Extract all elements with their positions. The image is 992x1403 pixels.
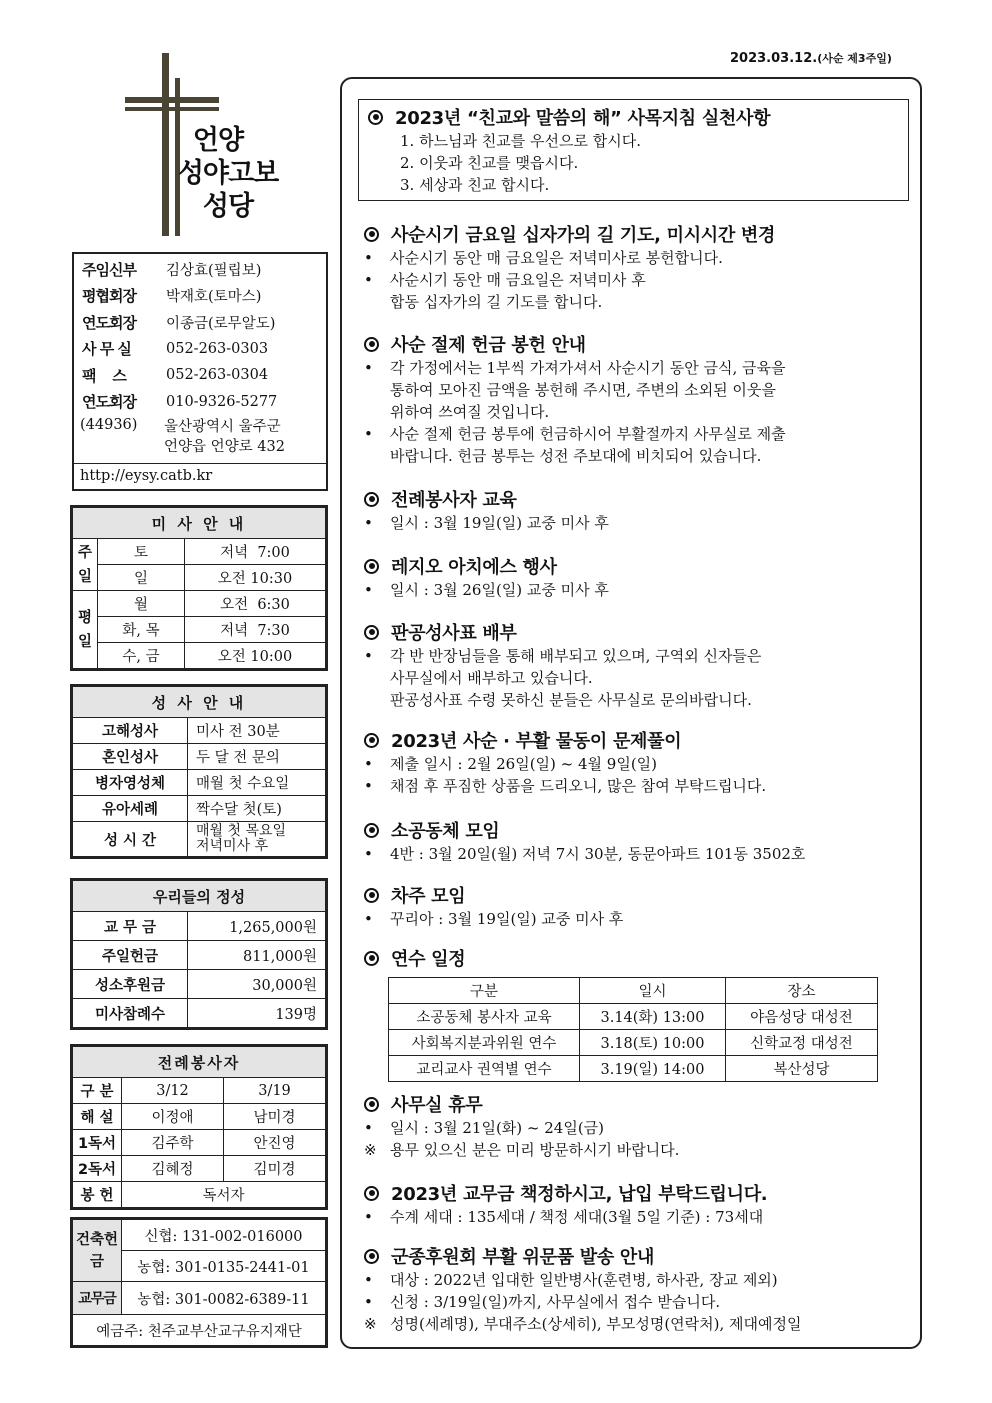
section-title: 2023년 교무금 책정하시고, 납입 부탁드립니다. <box>391 1184 768 1205</box>
section-line: 일시 : 3월 21일(화) ~ 24일(금) <box>390 1119 605 1137</box>
dot-icon: • <box>364 1271 373 1289</box>
servers-role: 2독서 <box>73 1156 122 1182</box>
servers-name: 독서자 <box>122 1182 326 1208</box>
dot-icon: • <box>364 581 373 599</box>
servers-name: 남미경 <box>224 1104 326 1130</box>
bank-table <box>72 1219 326 1346</box>
guideline-item: 2. 이웃과 친교를 맺읍시다. <box>400 154 579 172</box>
logo-line1: 언양 <box>192 125 244 156</box>
zip-code: (44936) <box>80 417 138 433</box>
logo-line2: 성야고보 <box>177 158 279 189</box>
table-row <box>389 1056 878 1082</box>
section-line: 채점 후 푸짐한 상품을 드리오니, 많은 참여 부탁드립니다. <box>390 777 767 795</box>
staff-row <box>74 336 326 363</box>
sacrament-value: 매월 첫 목요일 <box>196 823 287 839</box>
sunday-label: 주일 <box>73 539 98 591</box>
section-header <box>364 945 465 971</box>
bullet-icon <box>364 733 379 748</box>
bullet-icon <box>368 110 383 125</box>
servers-name: 김혜정 <box>122 1156 224 1182</box>
cross-logo-horizontal-2 <box>125 107 219 111</box>
training-table-wrap <box>388 977 878 1082</box>
table-header: 장소 <box>726 978 878 1004</box>
sacrament-label: 성 시 간 <box>73 822 188 857</box>
section-header <box>364 817 805 843</box>
staff-label: 연도회장 <box>82 313 136 332</box>
table-header: 일시 <box>580 978 726 1004</box>
section-line: 통하여 모아진 금액을 봉헌해 주시면, 주변의 소외된 이웃을 <box>390 381 776 399</box>
section-small-community <box>364 817 805 865</box>
bullet-icon <box>364 559 379 574</box>
servers-role: 봉 헌 <box>73 1182 122 1208</box>
reference-mark-icon: ※ <box>364 1315 377 1333</box>
mass-day: 일 <box>98 565 185 591</box>
training-table <box>388 977 878 1082</box>
bank-box <box>70 1217 328 1348</box>
staff-value: 김상효(필립보) <box>166 262 262 279</box>
servers-date: 3/12 <box>122 1078 224 1104</box>
staff-row <box>74 389 326 416</box>
section-line: 일시 : 3월 19일(일) 교중 미사 후 <box>390 514 609 532</box>
table-cell: 신학교정 대성전 <box>726 1030 878 1056</box>
bullet-icon <box>364 1097 379 1112</box>
address-line2: 언양읍 언양로 432 <box>164 439 285 455</box>
dot-icon: • <box>364 647 373 665</box>
section-title: 판공성사표 배부 <box>391 623 517 644</box>
account-holder: 예금주: 천주교부산교구유지재단 <box>73 1315 326 1346</box>
section-line: 성명(세례명), 부대주소(상세히), 부모성명(연락처), 제대예정일 <box>390 1315 802 1333</box>
staff-value: 052-263-0303 <box>166 340 269 357</box>
section-line: 각 반 반장님들을 통해 배부되고 있으며, 구역외 신자들은 <box>390 647 762 665</box>
mass-time: 오전 10:00 <box>185 643 326 669</box>
staff-label: 사 무 실 <box>82 340 131 359</box>
staff-label: 주임신부 <box>82 260 136 279</box>
bullet-icon <box>364 337 379 352</box>
sacrament-value: 미사 전 30분 <box>188 718 326 744</box>
offering-label: 성소후원금 <box>73 970 188 999</box>
staff-row <box>74 256 326 283</box>
staff-value: 052-263-0304 <box>166 367 269 384</box>
dot-icon: • <box>364 425 373 443</box>
table-row <box>389 1030 878 1056</box>
table-cell: 야음성당 대성전 <box>726 1004 878 1030</box>
mass-title: 미 사 안 내 <box>73 508 326 539</box>
offering-label: 교 무 금 <box>73 912 188 941</box>
section-line: 합동 십자가의 길 기도를 합니다. <box>390 293 603 311</box>
table-cell: 복산성당 <box>726 1056 878 1082</box>
section-military-support <box>364 1243 801 1335</box>
section-line: 바랍니다. 헌금 봉투는 성전 주보대에 비치되어 있습니다. <box>390 447 762 465</box>
guideline-item: 1. 하느님과 친교를 우선으로 합시다. <box>400 132 642 150</box>
dot-icon: • <box>364 910 373 928</box>
section-liturgy-training <box>364 486 609 534</box>
offering-value: 811,000원 <box>188 941 326 970</box>
table-cell: 3.18(토) 10:00 <box>580 1030 726 1056</box>
section-header <box>364 331 786 357</box>
section-header <box>364 221 775 247</box>
table-row <box>389 1004 878 1030</box>
section-title: 군종후원회 부활 위문품 발송 안내 <box>391 1247 655 1268</box>
dot-icon: • <box>364 1208 373 1226</box>
address <box>74 417 326 457</box>
bullet-icon <box>364 951 379 966</box>
section-header <box>364 1180 767 1206</box>
dot-icon: • <box>364 845 373 863</box>
section-title: 소공동체 모임 <box>391 821 500 842</box>
mass-time: 저녁 7:00 <box>185 539 326 565</box>
section-line: 제출 일시 : 2월 26일(일) ~ 4월 9일(일) <box>390 755 658 773</box>
staff-row <box>74 283 326 310</box>
sacrament-value: 매월 첫 수요일 <box>188 770 326 796</box>
offering-label: 미사참례수 <box>73 999 188 1028</box>
dot-icon: • <box>364 359 373 377</box>
mass-schedule-box <box>70 505 328 671</box>
section-header <box>364 486 609 512</box>
mass-day: 수, 금 <box>98 643 185 669</box>
bullet-icon <box>364 625 379 640</box>
section-line: 사순 절제 헌금 봉투에 헌금하시어 부활절까지 사무실로 제출 <box>390 425 786 443</box>
logo-line3: 성당 <box>202 191 254 222</box>
staff-label: 연도회장 <box>82 393 136 412</box>
table-cell: 사회복지분과위원 연수 <box>389 1030 580 1056</box>
section-title: 레지오 아치에스 행사 <box>391 557 557 578</box>
section-stations-of-cross <box>364 221 775 313</box>
bank-account: 농협: 301-0135-2441-01 <box>122 1251 326 1282</box>
section-office-closed <box>364 1091 679 1161</box>
bank-account: 농협: 301-0082-6389-11 <box>122 1282 326 1315</box>
sacrament-table <box>72 686 326 857</box>
section-next-week <box>364 882 623 930</box>
servers-role: 해 설 <box>73 1104 122 1130</box>
table-cell: 교리교사 권역별 연수 <box>389 1056 580 1082</box>
staff-label: 팩 스 <box>82 366 126 385</box>
sacrament-label: 고해성사 <box>73 718 188 744</box>
dues-label: 교무금 <box>73 1282 122 1315</box>
dot-icon: • <box>364 777 373 795</box>
bullet-icon <box>364 1186 379 1201</box>
section-line: 꾸리아 : 3월 19일(일) 교중 미사 후 <box>390 910 624 928</box>
section-header <box>364 882 623 908</box>
sacrament-label: 병자영성체 <box>73 770 188 796</box>
table-cell: 3.14(화) 13:00 <box>580 1004 726 1030</box>
sacrament-value: 저녁미사 후 <box>196 838 269 854</box>
dot-icon: • <box>364 249 373 267</box>
servers-table <box>72 1046 326 1208</box>
table-header: 구분 <box>389 978 580 1004</box>
staff-value: 010-9326-5277 <box>166 393 278 410</box>
section-header <box>364 553 609 579</box>
date-text: 2023.03.12. <box>730 51 818 66</box>
sacrament-label: 유아세례 <box>73 796 188 822</box>
offering-title: 우리들의 정성 <box>73 881 326 912</box>
mass-day: 월 <box>98 591 185 617</box>
dot-icon: • <box>364 1119 373 1137</box>
staff-row <box>74 309 326 336</box>
table-cell: 3.19(일) 14:00 <box>580 1056 726 1082</box>
sacrament-box <box>70 684 328 859</box>
staff-value: 이종금(로무알도) <box>166 315 276 332</box>
season-text: (사순 제3주일) <box>817 52 892 65</box>
sacrament-title: 성 사 안 내 <box>73 687 326 718</box>
section-line: 사순시기 동안 매 금요일은 저녁미사로 봉헌합니다. <box>390 249 723 267</box>
section-line: 4반 : 3월 20일(월) 저녁 7시 30분, 동문아파트 101동 3502호 <box>390 845 806 863</box>
bullet-icon <box>364 492 379 507</box>
section-training-schedule <box>364 945 465 971</box>
servers-name: 김미경 <box>224 1156 326 1182</box>
section-title: 2023년 “친교와 말씀의 해” 사목지침 실천사항 <box>395 108 771 129</box>
dot-icon: • <box>364 514 373 532</box>
staff-value: 박재호(토마스) <box>166 289 262 306</box>
guideline-title <box>368 104 770 130</box>
bulletin-date <box>730 50 892 66</box>
cross-logo-vertical <box>162 53 169 236</box>
mass-time: 저녁 7:30 <box>185 617 326 643</box>
section-title: 사순 절제 헌금 봉헌 안내 <box>391 335 586 356</box>
section-title: 2023년 사순 · 부활 물동이 문제풀이 <box>391 731 682 752</box>
staff-label: 평협회장 <box>82 287 136 306</box>
section-line: 각 가정에서는 1부씩 가져가셔서 사순시기 동안 금식, 금육을 <box>390 359 786 377</box>
cross-logo-horizontal <box>125 97 219 103</box>
mass-day: 화, 목 <box>98 617 185 643</box>
section-line: 사순시기 동안 매 금요일은 저녁미사 후 <box>390 271 646 289</box>
section-title: 연수 일정 <box>391 949 466 970</box>
address-line1: 울산광역시 울주군 <box>164 419 281 435</box>
website-url[interactable]: http://eysy.catb.kr <box>74 463 326 488</box>
section-line: 위하여 쓰여질 것입니다. <box>390 403 550 421</box>
guideline-item: 3. 세상과 친교 합시다. <box>400 176 550 194</box>
section-line: 일시 : 3월 26일(일) 교중 미사 후 <box>390 581 609 599</box>
section-line: 사무실에서 배부하고 있습니다. <box>390 669 593 687</box>
section-confession-card <box>364 619 761 711</box>
sacrament-value: 두 달 전 문의 <box>188 744 326 770</box>
mass-time: 오전 10:30 <box>185 565 326 591</box>
bank-account: 신협: 131-002-016000 <box>122 1220 326 1251</box>
section-line: 신청 : 3/19일(일)까지, 사무실에서 접수 받습니다. <box>390 1293 721 1311</box>
dot-icon: • <box>364 271 373 289</box>
section-lent-offering <box>364 331 786 467</box>
servers-name: 안진영 <box>224 1130 326 1156</box>
offering-box <box>70 878 328 1030</box>
bullet-icon <box>364 1249 379 1264</box>
section-dues <box>364 1180 767 1228</box>
staff-info-box <box>72 252 328 491</box>
offering-table <box>72 880 326 1028</box>
section-header <box>364 1243 801 1269</box>
section-header <box>364 727 766 753</box>
section-title: 전례봉사자 교육 <box>391 490 517 511</box>
mass-day: 토 <box>98 539 185 565</box>
offering-value: 139명 <box>188 999 326 1028</box>
sacrament-label: 혼인성사 <box>73 744 188 770</box>
bullet-icon <box>364 823 379 838</box>
guideline-section <box>368 104 770 196</box>
bullet-icon <box>364 227 379 242</box>
section-title: 차주 모임 <box>391 886 466 907</box>
servers-title: 전례봉사자 <box>73 1047 326 1078</box>
servers-head-label: 구 분 <box>73 1078 122 1104</box>
servers-box <box>70 1044 328 1210</box>
dot-icon: • <box>364 755 373 773</box>
section-line: 용무 있으신 분은 미리 방문하시기 바랍니다. <box>390 1141 680 1159</box>
reference-mark-icon: ※ <box>364 1141 377 1159</box>
section-legio <box>364 553 609 601</box>
dot-icon: • <box>364 1293 373 1311</box>
table-cell: 소공동체 봉사자 교육 <box>389 1004 580 1030</box>
servers-role: 1독서 <box>73 1130 122 1156</box>
mass-table <box>72 507 326 669</box>
section-line: 수계 세대 : 135세대 / 책정 세대(3월 5일 기준) : 73세대 <box>390 1208 764 1226</box>
staff-row <box>74 362 326 389</box>
section-header <box>364 1091 679 1117</box>
servers-name: 김주학 <box>122 1130 224 1156</box>
sacrament-value: 짝수달 첫(토) <box>188 796 326 822</box>
section-line: 대상 : 2022년 입대한 일반병사(훈련병, 하사관, 장교 제외) <box>390 1271 778 1289</box>
section-title: 사순시기 금요일 십자가의 길 기도, 미시시간 변경 <box>391 225 776 246</box>
section-line: 판공성사표 수령 못하신 분들은 사무실로 문의바랍니다. <box>390 691 752 709</box>
section-quiz <box>364 727 766 797</box>
offering-value: 1,265,000원 <box>188 912 326 941</box>
bullet-icon <box>364 888 379 903</box>
servers-name: 이정애 <box>122 1104 224 1130</box>
section-title: 사무실 휴무 <box>391 1095 483 1116</box>
section-header <box>364 619 761 645</box>
weekday-label: 평일 <box>73 591 98 669</box>
mass-time: 오전 6:30 <box>185 591 326 617</box>
offering-label: 주일헌금 <box>73 941 188 970</box>
offering-value: 30,000원 <box>188 970 326 999</box>
servers-date: 3/19 <box>224 1078 326 1104</box>
building-fund-label: 건축헌금 <box>73 1220 122 1282</box>
